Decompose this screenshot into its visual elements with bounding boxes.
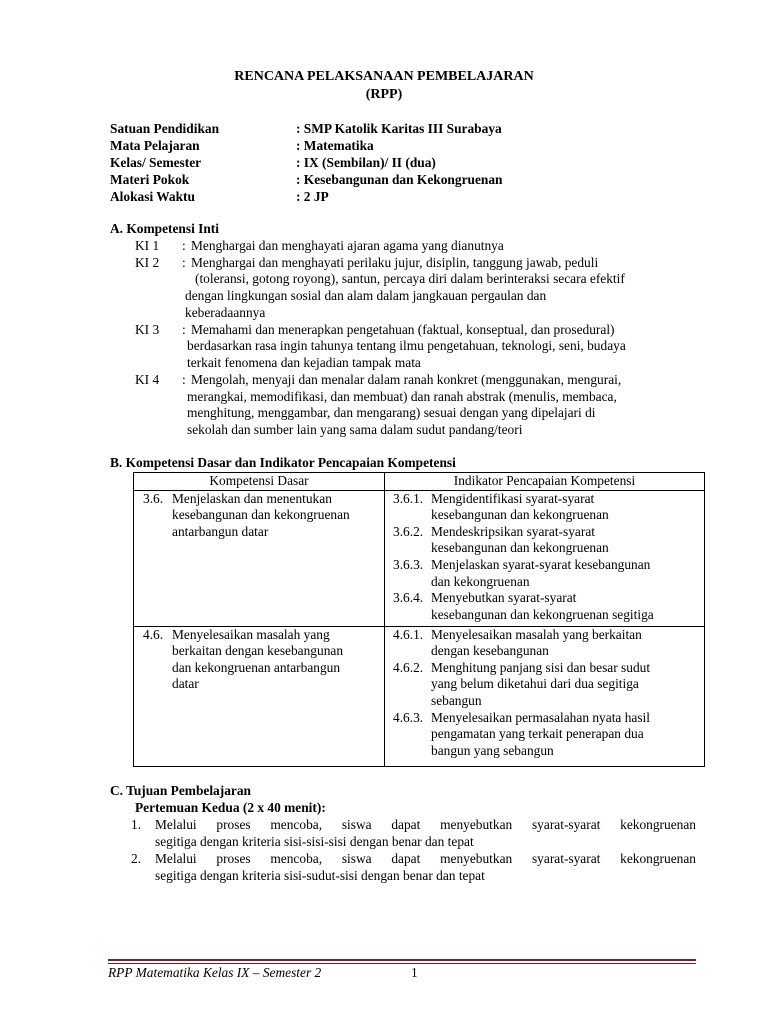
- indicator-text-line: kesebangunan dan kekongruenan: [431, 540, 609, 556]
- ki-text-line: terkait fenomena dan kejadian tampak mata: [187, 355, 421, 370]
- info-row-mata-pelajaran: [110, 138, 710, 155]
- info-row-kelas-semester: [110, 155, 710, 172]
- indicator-number: 3.6.1.: [393, 490, 424, 506]
- indicator-item: [385, 590, 704, 623]
- indicator-number: 3.6.2.: [393, 523, 424, 539]
- ki-code: KI 4: [135, 372, 160, 387]
- info-label: Kelas/ Semester: [110, 155, 202, 170]
- indicator-text-line: Menyebutkan syarat-syarat: [431, 590, 577, 606]
- indicator-item: [385, 491, 704, 524]
- kd-number: 4.6.: [143, 626, 164, 642]
- ki-colon: :: [182, 238, 186, 253]
- ki-text-line: Memahami dan menerapkan pengetahuan (faktual, konseptual, dan prosedural): [191, 322, 615, 337]
- indicator-text-line: Menghitung panjang sisi dan besar sudut: [431, 659, 651, 675]
- objective-text: [155, 851, 696, 884]
- indicator-item: [385, 660, 704, 710]
- footer-rule: [108, 963, 696, 964]
- kd-text-line: datar: [172, 676, 199, 692]
- kd-cell: [134, 490, 385, 626]
- indicator-text-line: kesebangunan dan kekongruenan segitiga: [431, 606, 654, 622]
- document-title: RENCANA PELAKSANAAN PEMBELAJARAN: [234, 69, 534, 84]
- objective-text-line: Melalui proses mencoba, siswa dapat menyebutkan syarat-syarat kekongruenan: [155, 851, 696, 866]
- ki-colon: :: [182, 372, 186, 387]
- indicator-text-line: kesebangunan dan kekongruenan: [431, 507, 609, 523]
- column-header-indikator: Indikator Pencapaian Kompetensi: [385, 473, 705, 491]
- info-value: : Matematika: [296, 138, 374, 153]
- ki-text-line: keberadaannya: [185, 305, 266, 320]
- indicator-text-line: Menyelesaikan masalah yang berkaitan: [431, 626, 642, 642]
- info-row-satuan-pendidikan: [110, 121, 710, 138]
- table-row: [134, 490, 705, 626]
- kd-number: 3.6.: [143, 490, 164, 506]
- info-value: : SMP Katolik Karitas III Surabaya: [296, 121, 502, 136]
- indicator-number: 4.6.1.: [393, 626, 424, 642]
- indicator-cell: [385, 490, 705, 626]
- info-row-materi-pokok: [110, 172, 710, 189]
- ki-text-line: berdasarkan rasa ingin tahunya tentang ilmu pengetahuan, teknologi, seni, budaya: [187, 338, 626, 353]
- ki-text-line: dengan lingkungan sosial dan alam dalam jangkauan pergaulan dan: [185, 288, 547, 303]
- ki-code: KI 2: [135, 255, 160, 270]
- kd-item: [134, 491, 384, 541]
- ki-text-line: merangkai, memodifikasi, dan membuat) dan ranah abstrak (menulis, membaca,: [187, 389, 617, 404]
- indicator-text-line: dengan kesebangunan: [431, 643, 549, 659]
- objective-text-line: segitiga dengan kriteria sisi-sisi-sisi dengan benar dan tepat: [155, 833, 474, 849]
- ki-text-line: Menghargai dan menghayati ajaran agama yang dianutnya: [191, 238, 504, 253]
- ki-code: KI 3: [135, 322, 160, 337]
- footer-text: RPP Matematika Kelas IX – Semester 2: [108, 965, 322, 980]
- section-b-heading: B. Kompetensi Dasar dan Indikator Pencapaian Kompetensi: [110, 455, 456, 470]
- objective-number: 1.: [131, 817, 142, 832]
- indicator-text-line: Menjelaskan syarat-syarat kesebangunan: [431, 556, 651, 572]
- section-a-heading: A. Kompetensi Inti: [110, 221, 219, 236]
- kd-item: [134, 627, 384, 693]
- indicator-cell: [385, 626, 705, 766]
- info-value: : Kesebangunan dan Kekongruenan: [296, 172, 503, 187]
- info-row-alokasi-waktu: [110, 189, 710, 206]
- indicator-text-line: yang belum diketahui dari dua segitiga: [431, 676, 639, 692]
- indicator-text-line: sebangun: [431, 692, 482, 708]
- kd-text-line: Menyelesaikan masalah yang: [172, 626, 330, 642]
- indicator-item: [385, 557, 704, 590]
- indicator-number: 4.6.2.: [393, 659, 424, 675]
- indicator-text-line: pengamatan yang terkait penerapan dua: [431, 726, 644, 742]
- document-subtitle: (RPP): [365, 87, 403, 102]
- table-header-row: [134, 473, 705, 491]
- section-c-heading: C. Tujuan Pembelajaran: [110, 783, 251, 798]
- footer-rule: [108, 959, 696, 961]
- kd-text-line: Menjelaskan dan menentukan: [172, 490, 332, 506]
- kd-text-line: dan kekongruenan antarbangun: [172, 659, 341, 675]
- indicator-item: [385, 524, 704, 557]
- page-number: 1: [411, 965, 418, 980]
- kompetensi-table: [133, 472, 705, 767]
- indicator-text-line: Mengidentifikasi syarat-syarat: [431, 490, 595, 506]
- indicator-number: 4.6.3.: [393, 709, 424, 725]
- objective-text: [155, 817, 696, 850]
- indicator-number: 3.6.4.: [393, 590, 424, 606]
- objective-number: 2.: [131, 851, 142, 866]
- kd-cell: [134, 626, 385, 766]
- ki-text-line: menghitung, menggambar, dan mengarang) sesuai dengan yang dipelajari di: [187, 405, 596, 420]
- objective-text-line: segitiga dengan kriteria sisi-sudut-sisi dengan benar dan tepat: [155, 867, 485, 883]
- indicator-text-line: dan kekongruenan: [431, 573, 530, 589]
- ki-colon: :: [182, 255, 186, 270]
- ki-colon: :: [182, 322, 186, 337]
- indicator-text-line: Mendeskripsikan syarat-syarat: [431, 523, 595, 539]
- kd-text-line: antarbangun datar: [172, 523, 269, 539]
- column-header-kompetensi-dasar: Kompetensi Dasar: [134, 473, 385, 491]
- ki-code: KI 1: [135, 238, 160, 253]
- indicator-text-line: bangun yang sebangun: [431, 742, 554, 758]
- indicator-item: [385, 627, 704, 660]
- ki-text-line: Menghargai dan menghayati perilaku jujur, disiplin, tanggung jawab, peduli: [191, 255, 599, 270]
- indicator-item: [385, 710, 704, 760]
- info-value: : IX (Sembilan)/ II (dua): [296, 155, 436, 170]
- kd-text-line: berkaitan dengan kesebangunan: [172, 643, 344, 659]
- info-label: Alokasi Waktu: [110, 189, 195, 204]
- indicator-number: 3.6.3.: [393, 556, 424, 572]
- info-label: Mata Pelajaran: [110, 138, 200, 153]
- ki-text-line: (toleransi, gotong royong), santun, percaya diri dalam berinteraksi secara efektif: [195, 271, 625, 286]
- indicator-text-line: Menyelesaikan permasalahan nyata hasil: [431, 709, 650, 725]
- ki-text-line: Mengolah, menyaji dan menalar dalam ranah konkret (menggunakan, mengurai,: [191, 372, 622, 387]
- table-row: [134, 626, 705, 766]
- info-value: : 2 JP: [296, 189, 329, 204]
- info-label: Materi Pokok: [110, 172, 190, 187]
- meeting-subheading: Pertemuan Kedua (2 x 40 menit):: [135, 800, 326, 815]
- kd-text-line: kesebangunan dan kekongruenan: [172, 507, 350, 523]
- info-label: Satuan Pendidikan: [110, 121, 220, 136]
- objective-text-line: Melalui proses mencoba, siswa dapat menyebutkan syarat-syarat kekongruenan: [155, 817, 696, 832]
- ki-text-line: sekolah dan sumber lain yang sama dalam sudut pandang/teori: [187, 422, 523, 437]
